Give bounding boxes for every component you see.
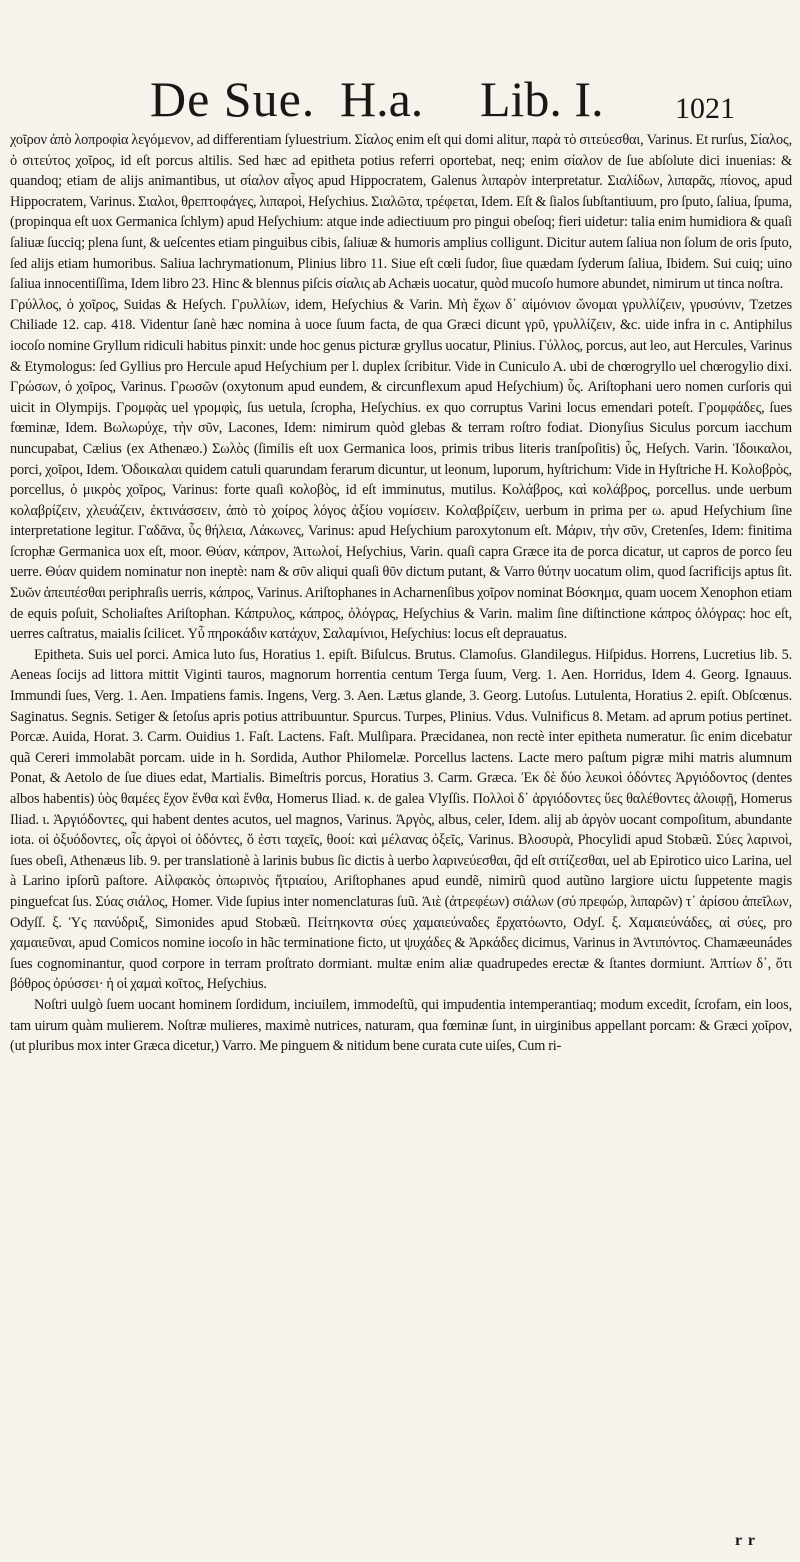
paragraph-gryllos: Γρύλλος, ὁ χοῖρος, Suidas & Heſych. Γρυλλίων, idem, Heſychius & Varin. Μὴ ἔχων δ᾽ αἰμόνιον ὤνομαι γρυλλίζειν, γρυσύνιν, Tzetzes Chiliade 12. cap. 418. Videntur ſanè hæc nomina à uoce ſuum facta, de qua Græci dicunt γρῦ, γρυλλίζειν, &c. uide infra in c. Antiphilus iocoſo nomine Gryllum ridiculi habitus pinxit: unde hoc genus picturæ gryllus uocatur, Plinius. Γύλλος, porcus, aut leo, aut Hercules, Varinus & Etymologus: ſed Gyllius pro Hercule apud Heſychium per l. duplex ſcribitur. Vide in Cuniculo A. ubi de chœrogryllo uel chœrogylio dixi. Γρώσων, ὁ χοῖρος, Varinus. Γρωσῶν (oxytonum apud eundem, & circunflexum apud Heſychium) ὗς. Ariſtophani uero nomen curſoris qui uicit in Olympijs. Γρομφὰς uel γρομφὶς, ſus uetula, ſcropha, Heſychius. ex quo corruptus Varini locus emendari poteſt. Γρομφάδες, ſues fœminæ, Idem. Βωλωρύχε, τὴν σῦν, Lacones, Idem: nimirum quòd glebas & terram roſtro fodiat. Dionyſius Siculus porcum iacchum nuncupabat, Cælius (ex Athenæo.) Σωλὸς (ſimilis eſt uox Germanica loos, primis tribus literis tranſpoſitis) ὗς, Heſych. Varin. Ἱδοικαλοι, porci, χοῖροι, Idem. Ὀδοικαλαι quidem catuli quarundam ferarum dicuntur, ut leonum, luporum, hyſtrichum: Vide in Hyſtriche H. Κολοβρὸς, porcellus, ὁ μικρὸς χοῖρος, Varinus: forte quaſi κολοβὸς, id eſt imminutus, mutilus. Κολάβρος, καὶ κολάβρος, porcellus. unde uerbum κολαβρίζειν, χλευάζειν, ἐκτινάσσειν, ἀπὸ τὸ χοίρος λόγος ἀξίου νομίσειν. Κολαβρίζειν, uerbum in prima per ω. apud Heſychium ſine interpretatione legitur. Γαδᾶνα, ὗς θήλεια, Λάκωνες, Varinus: apud Heſychium paroxytonum eſt. Μάριν, τὴν σῦν, Cretenſes, Idem: finitima ſcrophæ Germanica uox eſt, moor. Θύαν, κάπρον, Ἀιτωλοί, Heſychius, Varin. quaſi capra Græce ita de porca dicatur, ut capros de porco ſeu uerre. Θύαν quidem nominatur non ineptè: nam & σῦν aliqui quaſi θῦν dictum putant, & Varro θύτην uocatum olim, quod ſacrificijs aptus ſit. Συῶν ἀπειπέσθαι periphraſis uerris, κάπρος, Varinus. Ariſtophanes in Acharnenſibus χοῖρον nominat Βόσκημα, quam uocem Xenophon etiam de equis poſuit, Scholiaſtes Ariſtophan. Κάπρυλος, κάπρος, ὀλόγρας, Heſychius & Varin. malim ſine diſtinctione κάπρος ὀλόγρας: hoc eſt, uerres caſtratus, maialis ſcilicet. Υὗ πηροκάδιν κατάχυν, Σαλαμίνιοι, Heſychius: locus eſt deprauatus.	[10, 296, 792, 643]
running-header	[150, 70, 760, 130]
paragraph-nostri: Noſtri uulgò ſuem uocant hominem ſordidum, inciuilem, immodeſtũ, qui impudentia intemperantiaq; modum excedit, ſcrofam, ein loos, tam uirum quàm mulierem. Noſtræ mulieres, maximè nutrices, naturam, qua fœminæ ſunt, in uirginibus appellant porcam: & Græci χοῖρον, (ut pluribus mox inter Græca dicetur,) Varro. Me pinguem & nitidum bene curata cute uiſes, Cum ri-	[10, 996, 792, 1055]
book-label: Lib. I.	[480, 71, 604, 127]
signature-mark: r r	[735, 1532, 756, 1549]
running-title: De Sue.	[150, 71, 316, 127]
page-number: 1021	[675, 92, 735, 125]
paragraph-sialos: χοῖρον ἀπὸ λοπροφὶα λεγόμενον, ad differentiam ſyluestrium. Σίαλος enim eſt qui domi alitur, παρὰ τὸ σιτεύεσθαι, Varinus. Et rurſus, Σίαλος, ὁ σιτεύτος χοῖρος, id eſt porcus altilis. Sed hæc ad epitheta potius referri oportebat, neq; enim σίαλον de ſue abſolute dici inuenias: & quandoq; etiam de alijs animantibus, ut σίαλον αἶγος apud Hippocratem, Galenus λιπαρὸν interpretatur. Σιαλίδων, λιπαρᾶς, πίονος, apud Hippocratem, Varinus. Σιαλοι, θρεπτοφάγες, λιπαροὶ, Heſychius. Σιαλῶτα, τρέφεται, Idem. Eſt & ſialos ſubſtantiuum, pro ſputo, ſaliua, ſpuma, (propinqua eſt uox Germanica ſchlym) apud Heſychium: atque inde adiectiuum pro pingui obeſoq; fieri uidetur: talia enim humidiora & quaſi ſaliuæ ſucciq; plena ſunt, & ueſcentes etiam pinguibus cibis, ſaliuæ & humoris amplius colligunt. Dicitur autem ſaliua non ſolum de oris ſputo, ſed alijs etiam humoribus. Saliua lachrymationum, Plinius libro 11. Siue eſt cœli ſudor, ſiue quædam ſyderum ſaliua, Ibidem. Sui cuiq; uino ſaliua innocentiſſima, Idem libro 23. Hinc & blennus piſcis σίαλις ab Achæis uocatur, quòd mucoſo humore abundet, nimirum ut tinca noſtra.	[10, 132, 792, 293]
section-label: H.a.	[340, 71, 424, 127]
paragraph-epitheta: Epitheta. Suis uel porci. Amica luto ſus, Horatius 1. epiſt. Biſulcus. Brutus. Clamoſus. Glandilegus. Hiſpidus. Horrens, Lucretius lib. 5. Aeneas ſocijs ad littora mittit Viginti tauros, magnorum horrentia centum Terga ſuum, Verg. 1. Aen. Horridus, Idem 4. Georg. Ignauus. Immundi ſues, Verg. 1. Aen. Impatiens famis. Ingens, Verg. 3. Aen. Lætus glande, 3. Georg. Lutoſus. Lutulenta, Horatius 2. epiſt. Obſcœnus. Saginatus. Segnis. Setiger & ſetoſus apris potius attribuuntur. Spurcus. Turpes, Plinius. Vdus. Vulnificus 8. Metam. ad aprum potius pertinet. Porcæ. Auida, Horat. 3. Carm. Ouidius 1. Faſt. Lactens. Faſt. Mulſipara. Præcidanea, non rectè inter epitheta numeratur. ſic enim dicebatur quã Cereri immolabãt porcam. uide in h. Sordida, Author Philomelæ. Porcellus lactens. Lacte mero paſtum pigræ mihi matris alumnum Ponat, & Aetolo de ſue diues edat, Martialis. Bimeſtris porcus, Horatius 3. Carm. Græca. Ἐκ δὲ δύο λευκοὶ ὀδόντες Ἀργιόδοντος (dentes albos habentis) ὑὸς θαμέες ἔχον ἔνθα καὶ ἔνθα, Homerus Iliad. κ. de galea Vlyſſis. Πολλοὶ δ᾽ ἀργιόδοντες ὕες θαλέθοντες ἀλοιφῇ, Homerus Iliad. ι. Ἀργιόδοντες, qui habent dentes acutos, uel magnos, Varinus. Ἀργὸς, albus, celer, Idem. alij ab ἀργὸν uocant compoſitum, abundante iota. οἱ ὀξυόδοντες, οἷς ἀργοὶ οἱ ὀδόντες, ὅ ἐστι ταχεῖς, θοοί: καὶ μέλανας ὀξεῖς, Varinus. Βλοσυρὰ, Phocylidi apud Stobæũ. Σύες λαρινοὶ, ſues obeſi, Athenæus lib. 9. per translationè à larinis bubus ſic dictis à uerbo λαρινεύεσθαι, q̃d eſt σιτίζεσθαι, uel ab Epirotico uico Larina, uel à Larino ipſorũ paſtore. Αἰλφακὸς ὀπωρινὸς ἥτριαίου, Ariſtophanes apud eundẽ, nimirũ quod autũno largiore uictu ſuppetente magis pinguefcat ſus. Σύας σιάλος, Homer. Vide ſupius inter nomenclaturas ſuũ. Ἀιὲ (ἀτρεφέων) σιάλων (σύ πρεφώρ, λιπαρῶν) τ᾽ ἀρίσου ἀπεῖλων, Odyſſ. ξ. Ὑς πανύδριξ, Simonides apud Stobæũ. Πείτηκοντα σύες χαμαιεύναδες ἔρχατόωντο, Odyſ. ξ. Χαμαιεύνάδες, αἱ σύες, pro χαμαιεῦναι, apud Comicos nomine iocoſo in hãc terminatione ficto, ut ψυχάδες & Ἀρκάδες dicimus, Varinus in Ἀντιπόντος. Chamæeunádes ſues cognominantur, quod corpore in terram proſtrato dormiant. multæ enim aliæ quadrupedes erectæ & ſtantes dormiunt. Ἀπτίων δ᾽, ὅτι βόθρος ὀρύσσει· ἡ οἱ χαμαὶ κοῖτος, Heſychius.	[10, 646, 792, 993]
main-text-column	[10, 130, 792, 1057]
